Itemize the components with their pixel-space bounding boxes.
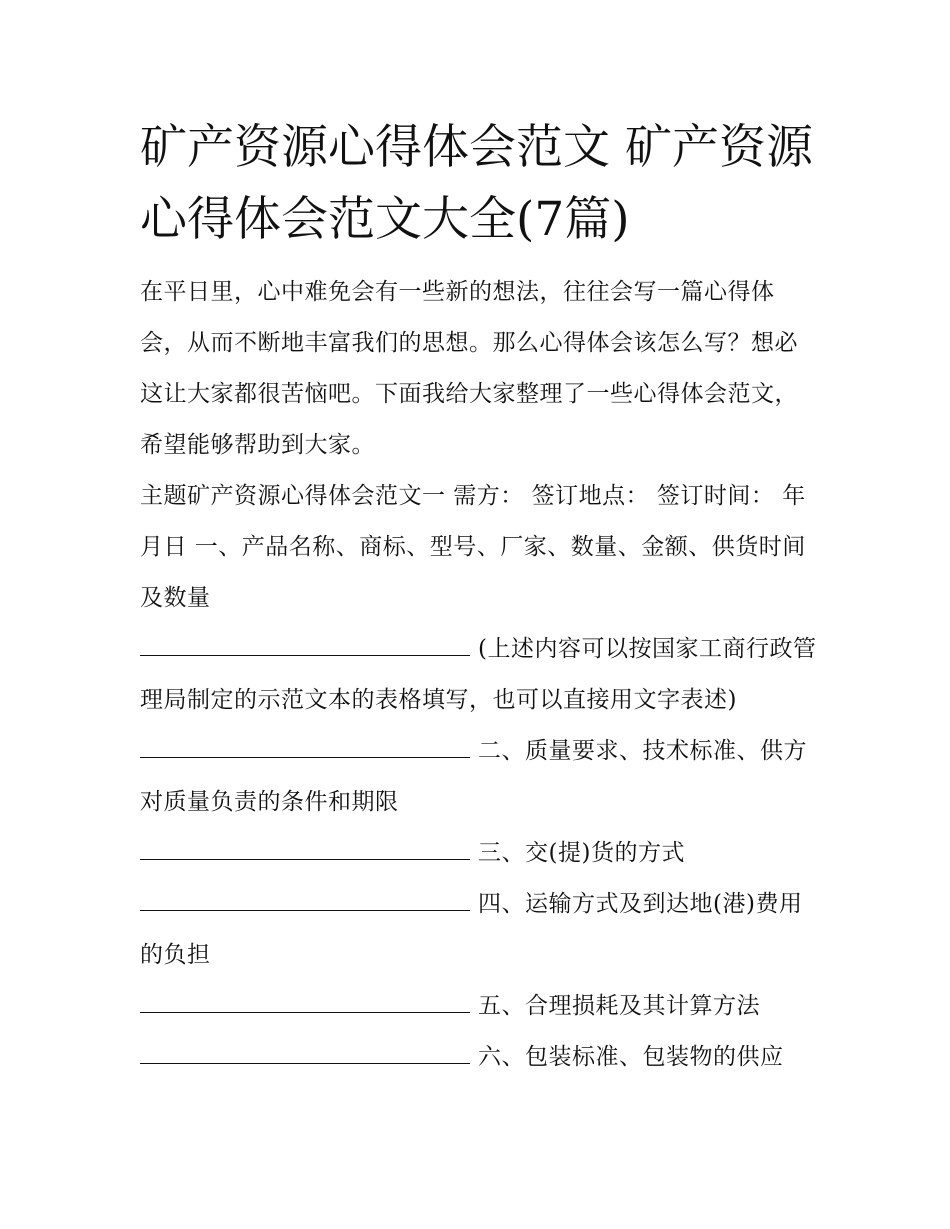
contract-item — [140, 624, 820, 726]
contract-item — [140, 726, 820, 828]
contract-item-text: 五、合理损耗及其计算方法 — [478, 993, 760, 1019]
blank-line — [140, 992, 470, 1013]
contract-item — [140, 828, 820, 879]
blank-line — [140, 839, 470, 860]
blank-line — [140, 1043, 470, 1064]
contract-item-text: 三、交(提)货的方式 — [478, 840, 685, 866]
blank-line — [140, 635, 470, 656]
contract-item-text: 四、运输方式及到达地(港)费用的负担 — [140, 891, 803, 968]
document-body — [140, 267, 820, 1083]
blank-line — [140, 737, 470, 758]
contract-item — [140, 1032, 820, 1083]
document-page — [140, 112, 820, 1083]
contract-item-text: 二、质量要求、技术标准、供方对质量负责的条件和期限 — [140, 738, 807, 815]
document-title: 矿产资源心得体会范文 矿产资源心得体会范文大全(7篇) — [140, 120, 813, 247]
intro-paragraph: 在平日里，心中难免会有一些新的想法，往往会写一篇心得体会，从而不断地丰富我们的思想。那么心得体会该怎么写？想必这让大家都很苦恼吧。下面我给大家整理了一些心得体会范文，希望能够帮助到大家。 — [140, 279, 798, 458]
blank-line — [140, 890, 470, 911]
contract-item — [140, 981, 820, 1032]
section-header-paragraph: 主题矿产资源心得体会范文一 需方： 签订地点： 签订时间： 年月日 一、产品名称、商标、型号、厂家、数量、金额、供货时间及数量 — [140, 483, 806, 611]
contract-item — [140, 879, 820, 981]
contract-item-text: 六、包装标准、包装物的供应 — [478, 1044, 784, 1070]
contract-item-text: (上述内容可以按国家工商行政管理局制定的示范文本的表格填写，也可以直接用文字表述) — [140, 636, 817, 713]
